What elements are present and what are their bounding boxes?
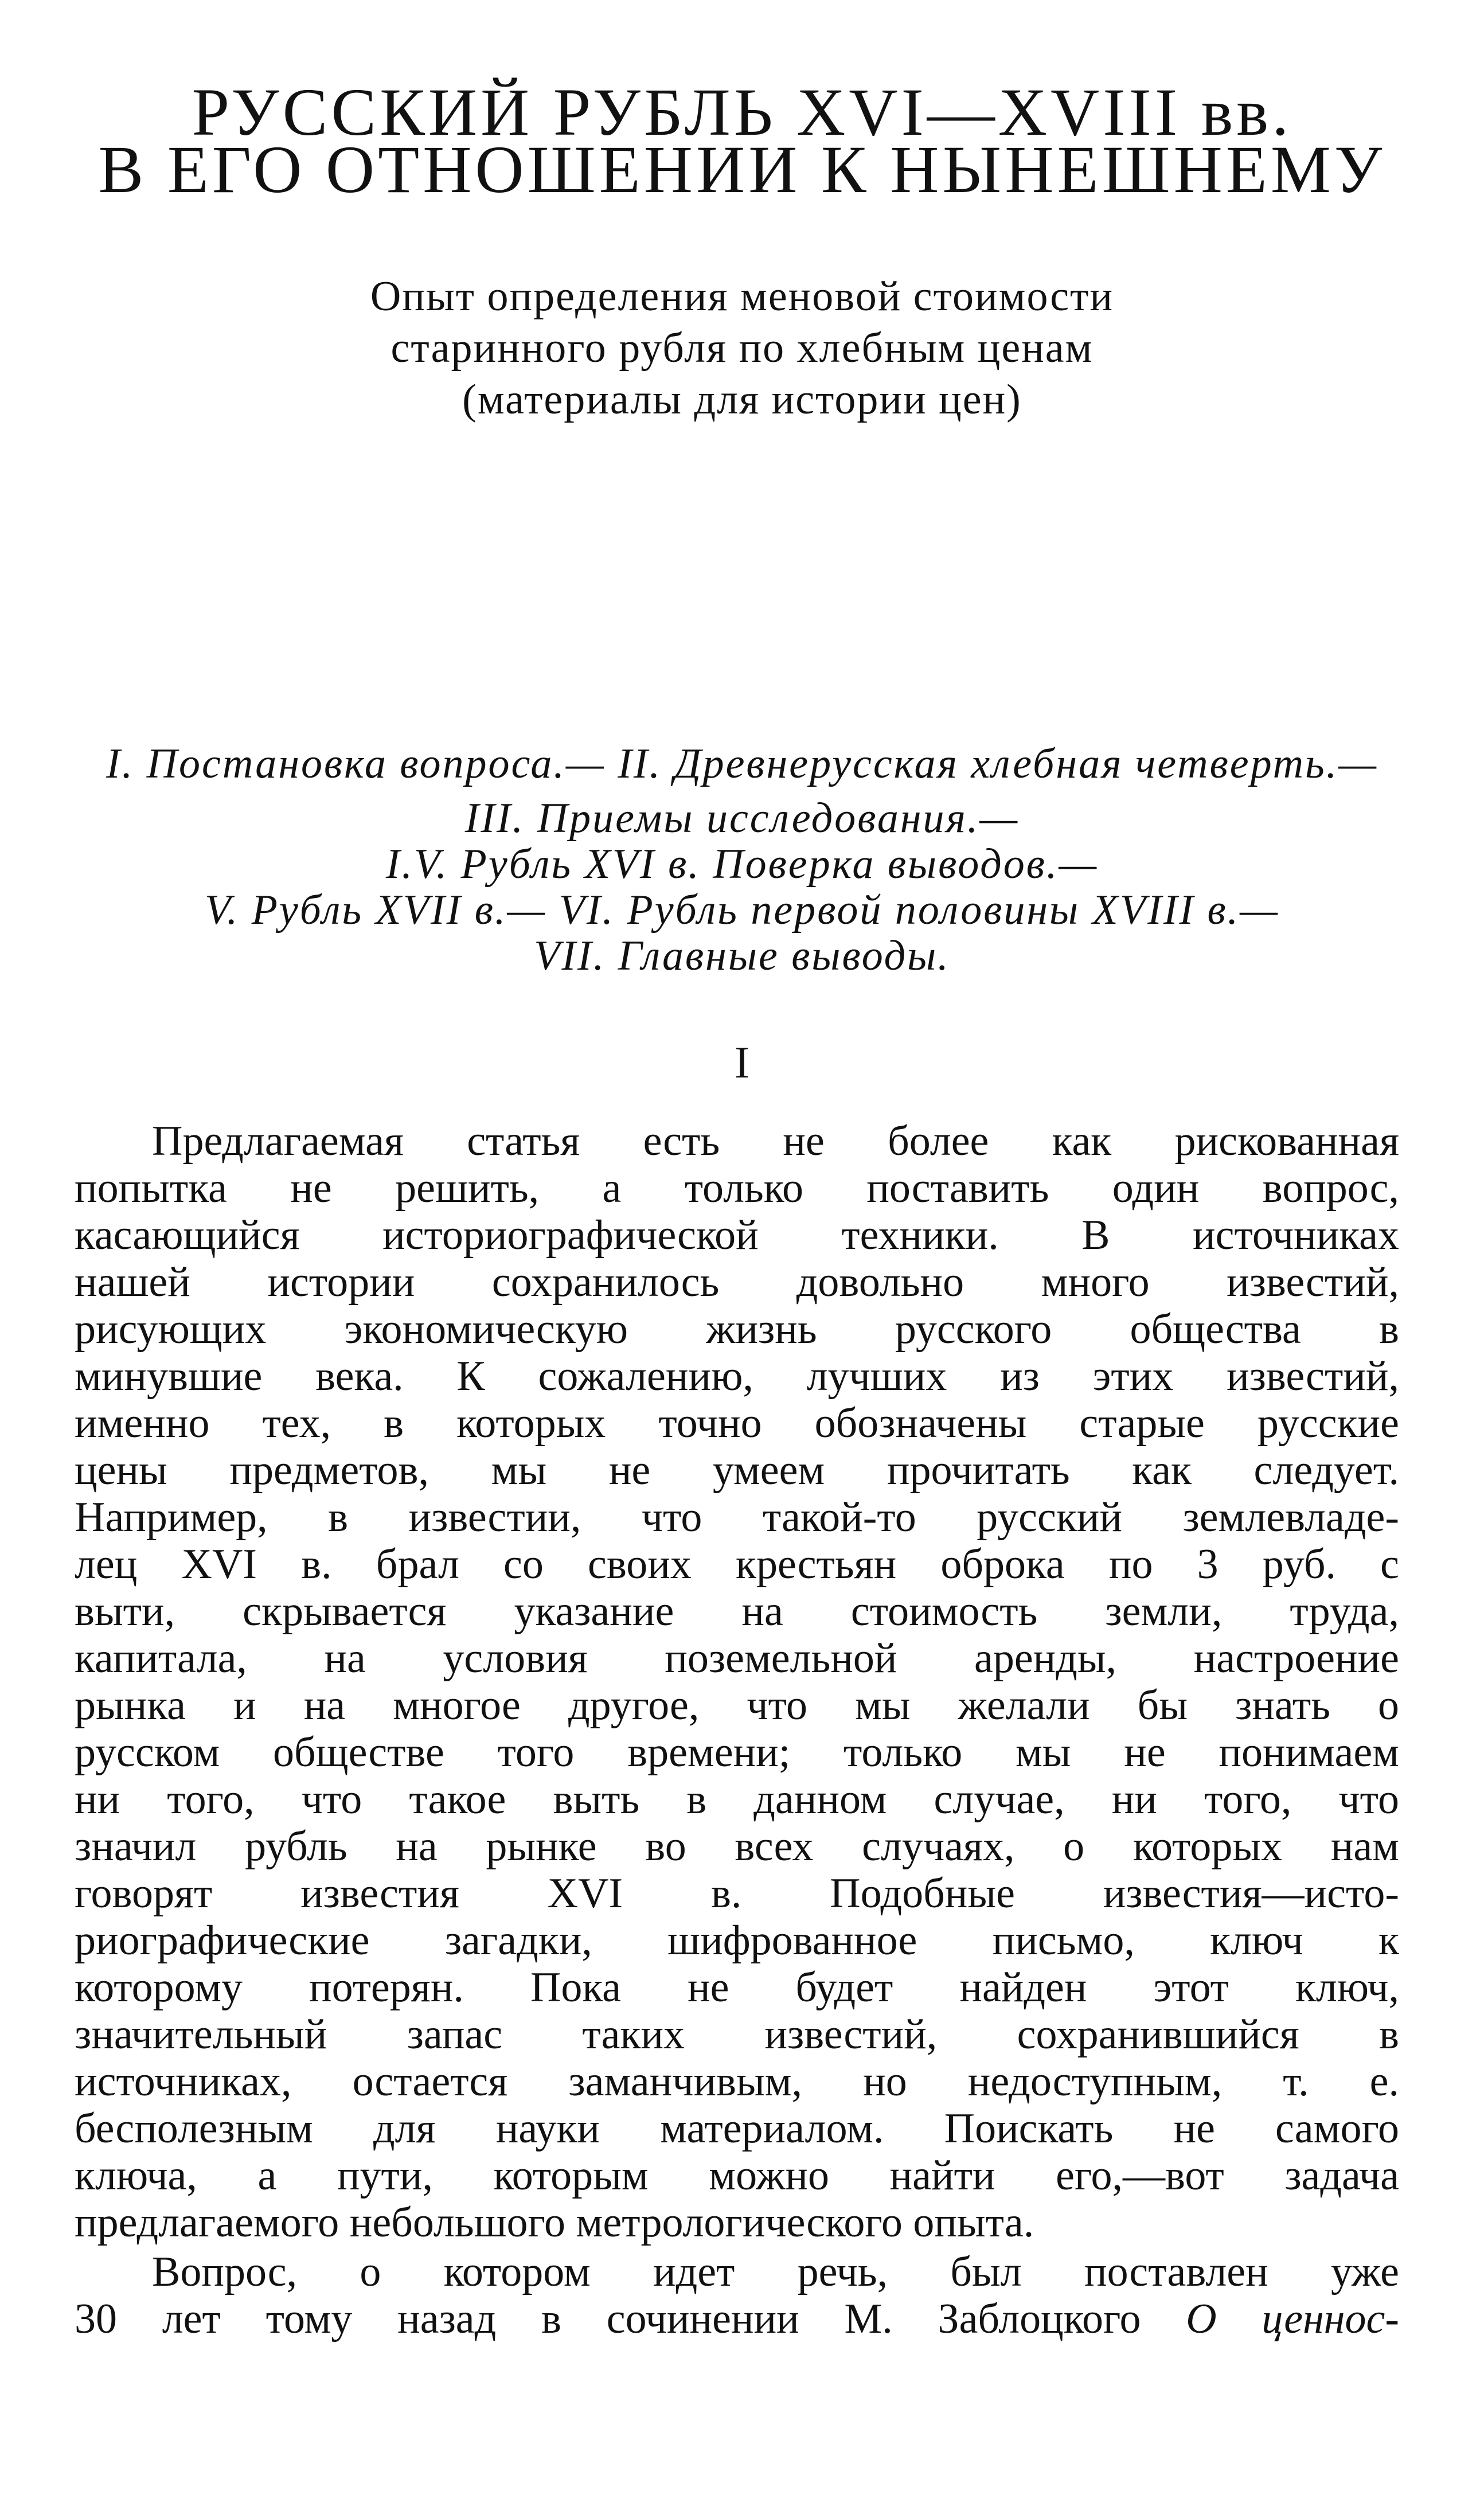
body-line: попытка не решить, а только поставить один вопрос, (75, 1165, 1399, 1212)
body-line: говорят известия XVI в. Подобные известия—исто- (75, 1870, 1399, 1917)
contents-line-1: I. Постановка вопроса.— II. Древнерусская хлебная четверть.— (106, 740, 1378, 787)
body-line: рынка и на многое другое, что мы желали бы знать о (75, 1682, 1399, 1729)
subtitle-line-3: (материалы для истории цен) (462, 376, 1022, 423)
body-line: бесполезным для науки материалом. Поискать не самого (75, 2105, 1399, 2152)
body-line: Предлагаемая статья есть не более как рискованная (152, 1118, 1399, 1165)
body-line: Вопрос, о котором идет речь, был поставлен уже (152, 2248, 1399, 2295)
body-line: капитала, на условия поземельной аренды, настроение (75, 1635, 1399, 1682)
contents-line-2: III. Приемы исследования.— (464, 795, 1020, 842)
body-line: предлагаемого небольшого метрологического опыта. (75, 2199, 1034, 2246)
body-line: значил рубль на рынке во всех случаях, о которых нам (75, 1823, 1399, 1870)
contents-line-4: V. Рубль XVII в.— VI. Рубль первой половины XVIII в.— (205, 887, 1279, 934)
body-line: источниках, остается заманчивым, но недоступным, т. е. (75, 2058, 1399, 2105)
body-line: значительный запас таких известий, сохранившийся в (75, 2011, 1399, 2058)
body-line-with-title (75, 2295, 1399, 2344)
body-line: ни того, что такое выть в данном случае, ни того, что (75, 1776, 1399, 1823)
section-number: I (735, 1037, 749, 1087)
body-line: нашей истории сохранилось довольно много известий, (75, 1259, 1399, 1306)
body-line: минувшие века. К сожалению, лучших из этих известий, (75, 1353, 1399, 1400)
subtitle-line-2: старинного рубля по хлебным ценам (390, 325, 1094, 372)
body-line: именно тех, в которых точно обозначены старые русские (75, 1400, 1399, 1447)
body-line: ключа, а пути, которым можно найти его,—вот задача (75, 2152, 1399, 2199)
body-line: рисующих экономическую жизнь русского общества в (75, 1306, 1399, 1353)
subtitle-line-1: Опыт определения меновой стоимости (370, 273, 1114, 320)
body-line: касающийся историографической техники. В источниках (75, 1212, 1399, 1259)
body-line: цены предметов, мы не умеем прочитать как следует. (75, 1447, 1399, 1494)
body-line: Например, в известии, что такой-то русский землевладе- (75, 1494, 1399, 1541)
body-line: риографические загадки, шифрованное письмо, ключ к (75, 1917, 1399, 1964)
body-line: русском обществе того времени; только мы не понимаем (75, 1729, 1399, 1776)
body-line-text: 30 лет тому назад в сочинении М. Заблоцкого (75, 2295, 1186, 2342)
body-line: лец XVI в. брал со своих крестьян оброка по 3 руб. с (75, 1541, 1399, 1588)
body-line: которому потерян. Пока не будет найден этот ключ, (75, 1964, 1399, 2011)
contents-line-5: VII. Главные выводы. (534, 932, 950, 979)
contents-line-3: I.V. Рубль XVI в. Поверка выводов.— (385, 841, 1099, 888)
cited-work-title: О ценнос- (1186, 2295, 1399, 2342)
title-line-2: В ЕГО ОТНОШЕНИИ К НЫНЕШНЕМУ (98, 132, 1386, 207)
body-line: выти, скрывается указание на стоимость земли, труда, (75, 1588, 1399, 1635)
title-line-1: РУССКИЙ РУБЛЬ XVI—XVIII вв. (192, 75, 1292, 150)
